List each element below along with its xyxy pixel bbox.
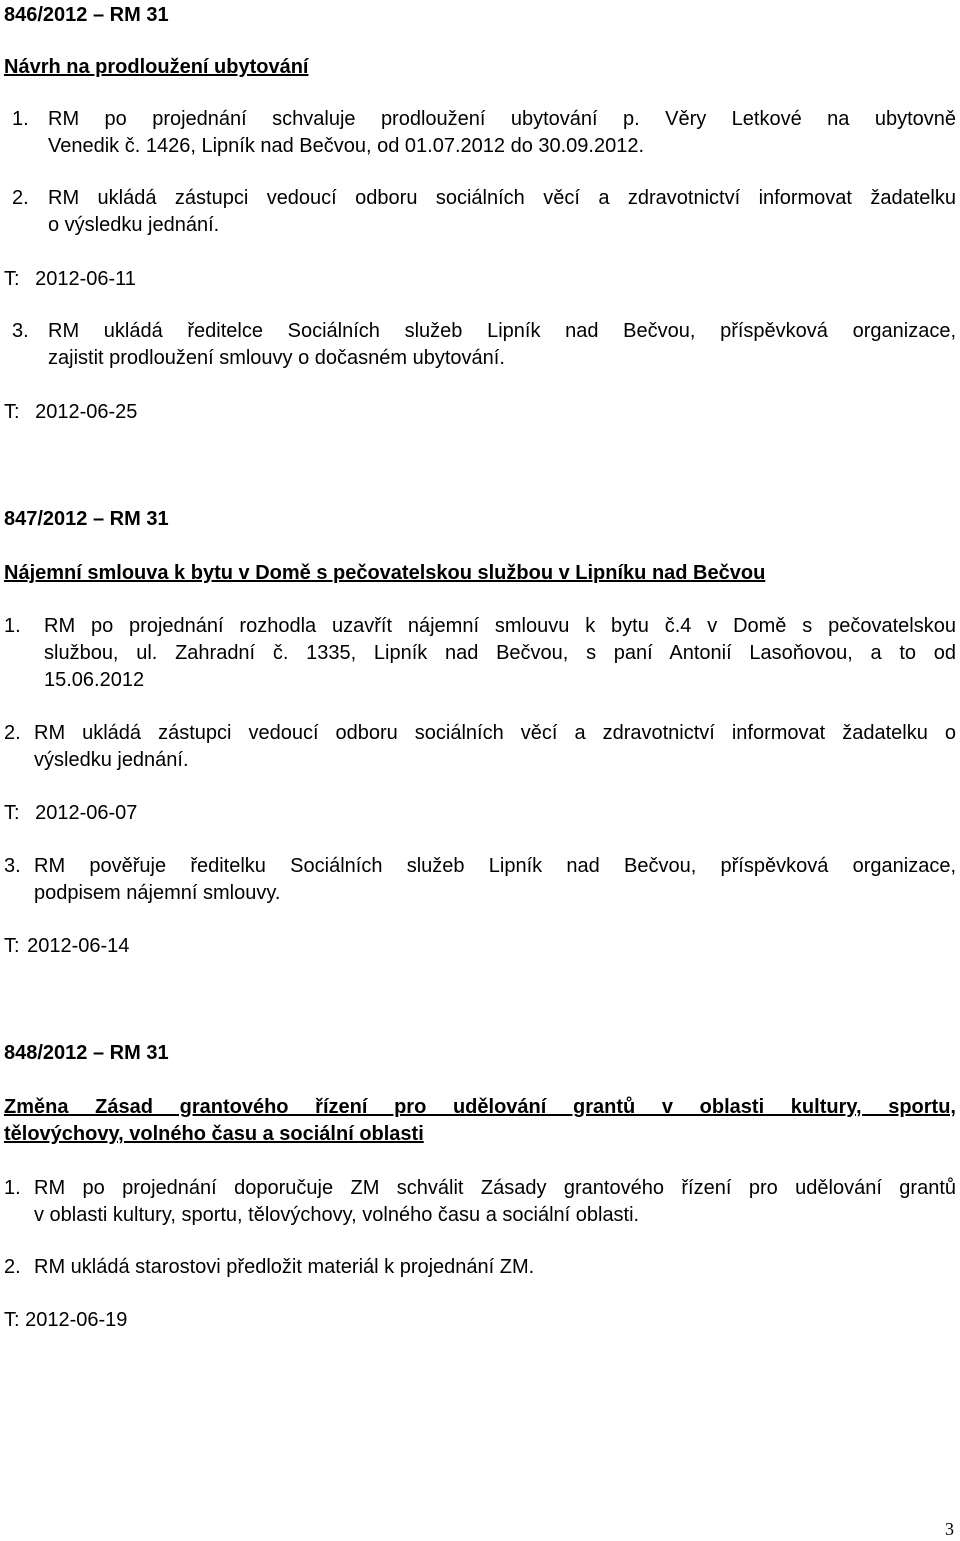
item-number: 1.: [4, 1177, 21, 1199]
item-text-line: v oblasti kultury, sportu, tělovýchovy, volného času a sociální oblasti.: [34, 1204, 640, 1226]
resolution-subject: Návrh na prodloužení ubytování: [4, 56, 309, 78]
item-number: 3.: [12, 320, 29, 342]
item-term: T: 2012-06-07: [4, 802, 138, 824]
item-text-line: RM ukládá zástupci vedoucí odboru sociálních věcí a zdravotnictví informovat žadatelku: [48, 187, 956, 209]
item-term: T: 2012-06-19: [4, 1309, 128, 1331]
resolution-subject: Nájemní smlouva k bytu v Domě s pečovatelskou službou v Lipníku nad Bečvou: [4, 562, 766, 584]
resolution-heading: 846/2012 – RM 31: [4, 4, 169, 26]
item-text-line: výsledku jednání.: [34, 749, 189, 771]
item-text-line: 15.06.2012: [44, 669, 145, 691]
item-term: T: 2012-06-11: [4, 268, 136, 290]
resolution-heading: 847/2012 – RM 31: [4, 508, 169, 530]
item-term: T: 2012-06-25: [4, 401, 138, 423]
item-text-line: zajistit prodloužení smlouvy o dočasném ubytování.: [48, 347, 505, 369]
item-text-line: podpisem nájemní smlouvy.: [34, 882, 281, 904]
item-term: T: 2012-06-14: [4, 935, 130, 957]
item-number: 2.: [4, 1256, 21, 1278]
item-number: 1.: [12, 108, 29, 130]
item-text-line: RM ukládá starostovi předložit materiál k projednání ZM.: [34, 1256, 535, 1278]
item-number: 2.: [12, 187, 29, 209]
resolution-heading: 848/2012 – RM 31: [4, 1042, 169, 1064]
resolution-subject: tělovýchovy, volného času a sociální oblasti: [4, 1123, 424, 1145]
page-number: 3: [945, 1519, 954, 1539]
item-text-line: RM ukládá ředitelce Sociálních služeb Lipník nad Bečvou, příspěvková organizace,: [48, 320, 956, 342]
item-number: 1.: [4, 615, 21, 637]
item-number: 3.: [4, 855, 21, 877]
item-number: 2.: [4, 722, 21, 744]
item-text-line: RM ukládá zástupci vedoucí odboru sociálních věcí a zdravotnictví informovat žadatelku o: [34, 722, 956, 744]
item-text-line: Venedik č. 1426, Lipník nad Bečvou, od 01.07.2012 do 30.09.2012.: [48, 135, 645, 157]
item-text-line: službou, ul. Zahradní č. 1335, Lipník nad Bečvou, s paní Antonií Lasoňovou, a to od: [44, 642, 956, 664]
resolution-subject: Změna Zásad grantového řízení pro udělování grantů v oblasti kultury, sportu,: [4, 1096, 956, 1118]
item-text-line: RM po projednání rozhodla uzavřít nájemní smlouvu k bytu č.4 v Domě s pečovatelskou: [44, 615, 956, 637]
item-text-line: RM po projednání doporučuje ZM schválit Zásady grantového řízení pro udělování grantů: [34, 1177, 956, 1199]
item-text-line: RM pověřuje ředitelku Sociálních služeb Lipník nad Bečvou, příspěvková organizace,: [34, 855, 956, 877]
item-text-line: RM po projednání schvaluje prodloužení ubytování p. Věry Letkové na ubytovně: [48, 108, 956, 130]
item-text-line: o výsledku jednání.: [48, 214, 220, 236]
